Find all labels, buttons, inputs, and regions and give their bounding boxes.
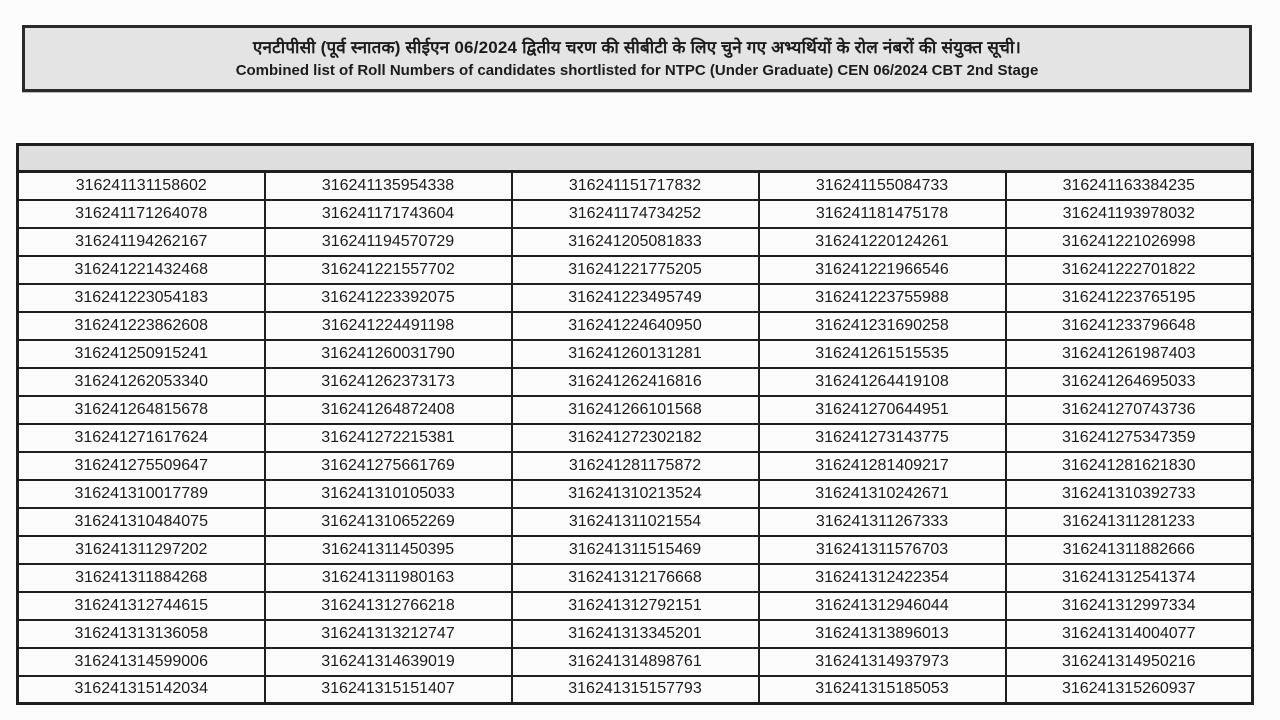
roll-number-cell: 316241310213524 [512,480,759,508]
document-header [22,25,1252,92]
roll-number-cell: 316241281409217 [759,452,1006,480]
roll-number-cell: 316241313212747 [265,620,512,648]
roll-number-cell: 316241315260937 [1006,676,1253,704]
roll-number-cell: 316241271617624 [18,424,265,452]
table-row [18,396,1253,424]
table-row [18,536,1253,564]
roll-number-cell: 316241223765195 [1006,284,1253,312]
roll-number-cell: 316241151717832 [512,172,759,200]
roll-number-cell: 316241313896013 [759,620,1006,648]
table-row [18,452,1253,480]
roll-number-cell: 316241131158602 [18,172,265,200]
roll-number-cell: 316241311576703 [759,536,1006,564]
roll-number-cell: 316241315185053 [759,676,1006,704]
roll-number-cell: 316241260131281 [512,340,759,368]
table-row [18,340,1253,368]
roll-number-cell: 316241171743604 [265,200,512,228]
roll-number-cell: 316241314599006 [18,648,265,676]
roll-number-cell: 316241312176668 [512,564,759,592]
title-english: Combined list of Roll Numbers of candidates shortlisted for NTPC (Under Graduate) CEN 06/2024 CBT 2nd Stage [235,61,1039,79]
roll-number-cell: 316241221432468 [18,256,265,284]
roll-number-cell: 316241311882666 [1006,536,1253,564]
roll-number-cell: 316241314937973 [759,648,1006,676]
roll-number-cell: 316241264815678 [18,396,265,424]
roll-number-cell: 316241310242671 [759,480,1006,508]
roll-number-cell: 316241311281233 [1006,508,1253,536]
table-row [18,620,1253,648]
roll-number-cell: 316241264872408 [265,396,512,424]
roll-number-cell: 316241275347359 [1006,424,1253,452]
roll-number-cell: 316241310484075 [18,508,265,536]
roll-number-cell: 316241314898761 [512,648,759,676]
roll-number-cell: 316241312744615 [18,592,265,620]
table-header-row [18,145,1253,172]
roll-number-cell: 316241312946044 [759,592,1006,620]
roll-number-cell: 316241310017789 [18,480,265,508]
roll-number-cell: 316241312792151 [512,592,759,620]
roll-number-cell: 316241281175872 [512,452,759,480]
table-row [18,368,1253,396]
table-header [18,145,1253,172]
roll-number-cell: 316241315142034 [18,676,265,704]
roll-number-cell: 316241312541374 [1006,564,1253,592]
roll-number-cell: 316241221026998 [1006,228,1253,256]
roll-number-cell: 316241310105033 [265,480,512,508]
roll-number-cell: 316241311267333 [759,508,1006,536]
roll-number-cell: 316241313136058 [18,620,265,648]
roll-number-cell: 316241222701822 [1006,256,1253,284]
roll-number-cell: 316241194570729 [265,228,512,256]
table-row [18,228,1253,256]
roll-number-cell: 316241174734252 [512,200,759,228]
roll-number-cell: 316241223862608 [18,312,265,340]
roll-number-cell: 316241312766218 [265,592,512,620]
title-hindi: एनटीपीसी (पूर्व स्नातक) सीईएन 06/2024 द्वितीय चरण की सीबीटी के लिए चुने गए अभ्यर्थियों के रोल नंबरों की संयुक्त सूची। [252,38,1022,58]
roll-number-cell: 316241264695033 [1006,368,1253,396]
roll-number-cell: 316241311980163 [265,564,512,592]
roll-number-cell: 316241221775205 [512,256,759,284]
table-row [18,200,1253,228]
table-row [18,564,1253,592]
roll-number-cell: 316241224491198 [265,312,512,340]
roll-number-cell: 316241310652269 [265,508,512,536]
roll-number-cell: 316241233796648 [1006,312,1253,340]
roll-number-cell: 316241273143775 [759,424,1006,452]
roll-number-cell: 316241312422354 [759,564,1006,592]
table-row [18,480,1253,508]
roll-number-cell: 316241311297202 [18,536,265,564]
roll-number-cell: 316241205081833 [512,228,759,256]
roll-number-table [16,143,1254,705]
roll-number-cell: 316241250915241 [18,340,265,368]
roll-number-cell: 316241315151407 [265,676,512,704]
table-row [18,424,1253,452]
roll-number-cell: 316241311021554 [512,508,759,536]
roll-number-cell: 316241155084733 [759,172,1006,200]
roll-number-cell: 316241261987403 [1006,340,1253,368]
roll-number-cell: 316241181475178 [759,200,1006,228]
roll-number-cell: 316241261515535 [759,340,1006,368]
roll-number-cell: 316241135954338 [265,172,512,200]
roll-number-cell: 316241193978032 [1006,200,1253,228]
roll-number-cell: 316241260031790 [265,340,512,368]
roll-number-cell: 316241311450395 [265,536,512,564]
table-row [18,508,1253,536]
roll-number-cell: 316241275661769 [265,452,512,480]
roll-number-cell: 316241281621830 [1006,452,1253,480]
table-row [18,172,1253,200]
table-row [18,312,1253,340]
roll-number-cell: 316241221966546 [759,256,1006,284]
roll-number-cell: 316241262416816 [512,368,759,396]
table-header-cell [18,145,1253,172]
table-row [18,592,1253,620]
roll-number-cell: 316241314639019 [265,648,512,676]
roll-number-cell: 316241311884268 [18,564,265,592]
roll-number-cell: 316241221557702 [265,256,512,284]
roll-number-cell: 316241314004077 [1006,620,1253,648]
table-row [18,648,1253,676]
roll-number-cell: 316241266101568 [512,396,759,424]
roll-number-cell: 316241275509647 [18,452,265,480]
roll-number-cell: 316241314950216 [1006,648,1253,676]
roll-number-cell: 316241262373173 [265,368,512,396]
roll-number-cell: 316241312997334 [1006,592,1253,620]
table-row [18,676,1253,704]
roll-table-body [18,172,1253,704]
roll-number-cell: 316241163384235 [1006,172,1253,200]
roll-number-cell: 316241270644951 [759,396,1006,424]
roll-number-cell: 316241231690258 [759,312,1006,340]
roll-number-cell: 316241313345201 [512,620,759,648]
roll-number-cell: 316241223392075 [265,284,512,312]
roll-number-cell: 316241220124261 [759,228,1006,256]
roll-number-cell: 316241194262167 [18,228,265,256]
roll-number-cell: 316241223495749 [512,284,759,312]
roll-number-cell: 316241272302182 [512,424,759,452]
roll-number-cell: 316241272215381 [265,424,512,452]
roll-number-cell: 316241270743736 [1006,396,1253,424]
roll-number-cell: 316241223755988 [759,284,1006,312]
table-row [18,284,1253,312]
roll-number-cell: 316241310392733 [1006,480,1253,508]
roll-number-cell: 316241171264078 [18,200,265,228]
roll-number-cell: 316241311515469 [512,536,759,564]
roll-number-cell: 316241264419108 [759,368,1006,396]
table-row [18,256,1253,284]
roll-number-cell: 316241315157793 [512,676,759,704]
roll-number-cell: 316241224640950 [512,312,759,340]
roll-number-cell: 316241262053340 [18,368,265,396]
roll-number-cell: 316241223054183 [18,284,265,312]
